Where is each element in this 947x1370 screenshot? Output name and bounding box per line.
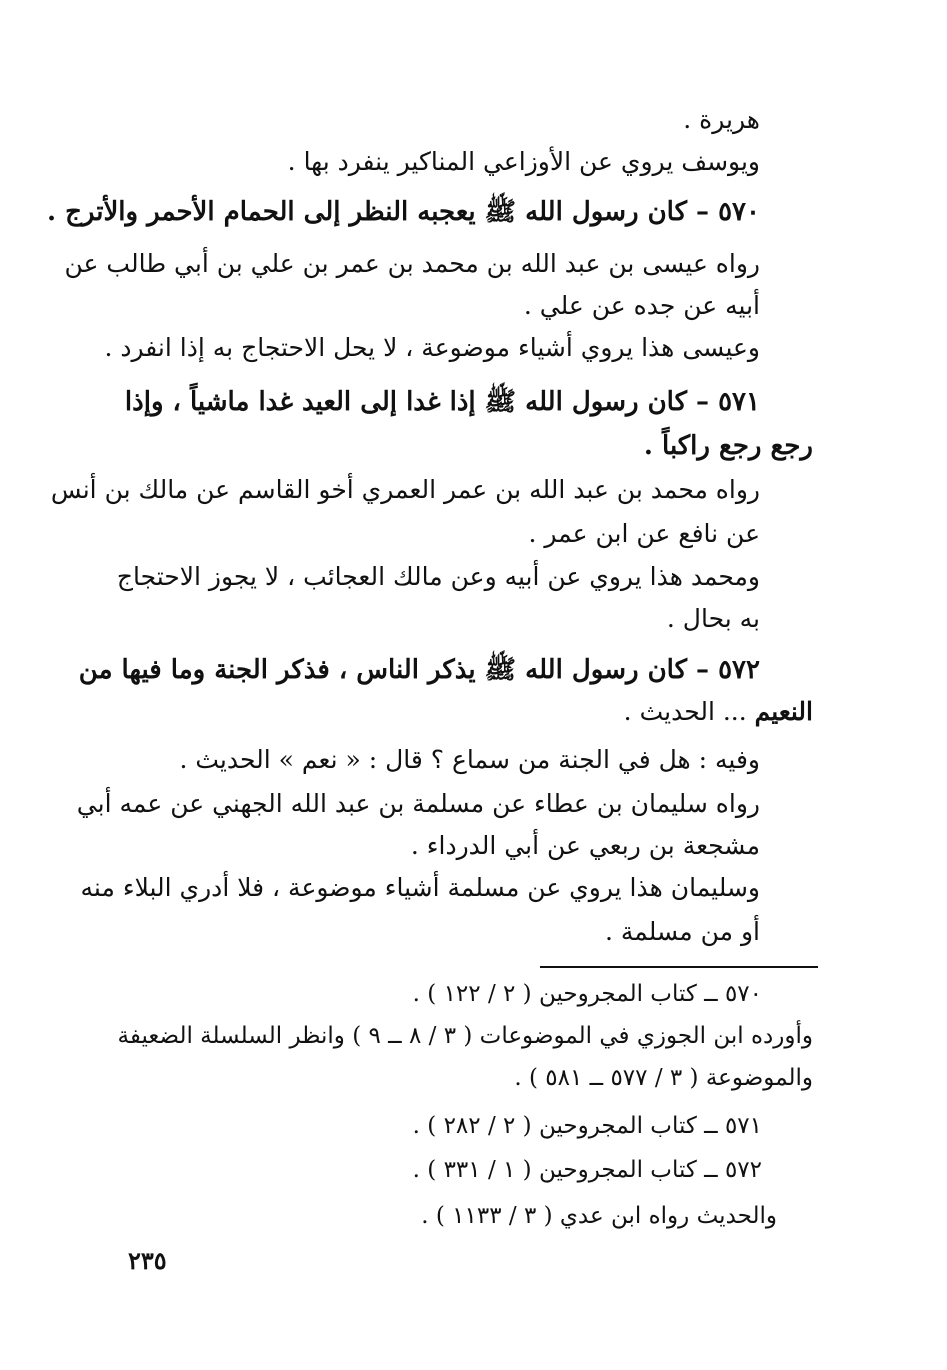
hadith-heading-570: ٥٧٠ – كان رسول الله ﷺ يعجبه النظر إلى الحمام الأحمر والأترج . [46, 197, 760, 227]
text-line: وسليمان هذا يروي عن مسلمة أشياء موضوعة ، فلا أدري البلاء منه [80, 873, 760, 902]
hadith-heading-571-cont: رجع رجع راكباً . [643, 431, 813, 461]
text-line: رواه محمد بن عبد الله بن عمر العمري أخو القاسم عن مالك بن أنس [50, 475, 760, 504]
footnote-572: ٥٧٢ ــ كتاب المجروحين ( ١ / ٣٣١ ) . [412, 1157, 762, 1183]
text-line: ومحمد هذا يروي عن أبيه وعن مالك العجائب ، لا يجوز الاحتجاج [116, 562, 760, 591]
text-line: وعيسى هذا يروي أشياء موضوعة ، لا يحل الاحتجاج به إذا انفرد . [104, 333, 760, 362]
text-run: ... الحديث . [623, 697, 747, 726]
text-line: أو من مسلمة . [604, 917, 760, 946]
footnote-571: ٥٧١ ــ كتاب المجروحين ( ٢ / ٢٨٢ ) . [412, 1113, 762, 1139]
hadith-heading-572: ٥٧٢ – كان رسول الله ﷺ يذكر الناس ، فذكر الجنة وما فيها من [78, 655, 760, 685]
text-line: أبيه عن جده عن علي . [523, 291, 760, 320]
footnote-line: والحديث رواه ابن عدي ( ٣ / ١١٣٣ ) . [421, 1203, 777, 1229]
text-line: هريرة . [683, 105, 760, 134]
text-line: به بحال . [666, 604, 760, 633]
footnote-570: ٥٧٠ ــ كتاب المجروحين ( ٢ / ١٢٢ ) . [412, 981, 762, 1007]
page-number: ٢٣٥ [128, 1246, 167, 1275]
text-line: عن نافع عن ابن عمر . [528, 519, 760, 548]
footnote-line: وأورده ابن الجوزي في الموضوعات ( ٣ / ٨ ــ ٩ ) وانظر السلسلة الضعيفة [117, 1023, 813, 1049]
text-line: رواه سليمان بن عطاء عن مسلمة بن عبد الله الجهني عن عمه أبي [76, 789, 760, 818]
heading-word: النعيم [754, 697, 813, 726]
footnote-line: والموضوعة ( ٣ / ٥٧٧ ــ ٥٨١ ) . [514, 1065, 813, 1091]
text-line: رواه عيسى بن عبد الله بن محمد بن عمر بن علي بن أبي طالب عن [64, 249, 760, 278]
text-line: ويوسف يروي عن الأوزاعي المناكير ينفرد بها . [287, 147, 760, 176]
text-line: وفيه : هل في الجنة من سماع ؟ قال : « نعم » الحديث . [179, 745, 760, 774]
footnote-rule [540, 966, 818, 968]
hadith-heading-571: ٥٧١ – كان رسول الله ﷺ إذا غدا إلى العيد غدا ماشياً ، وإذا [124, 387, 760, 417]
hadith-heading-572-cont [624, 692, 813, 732]
text-line: مشجعة بن ربعي عن أبي الدرداء . [410, 831, 760, 860]
